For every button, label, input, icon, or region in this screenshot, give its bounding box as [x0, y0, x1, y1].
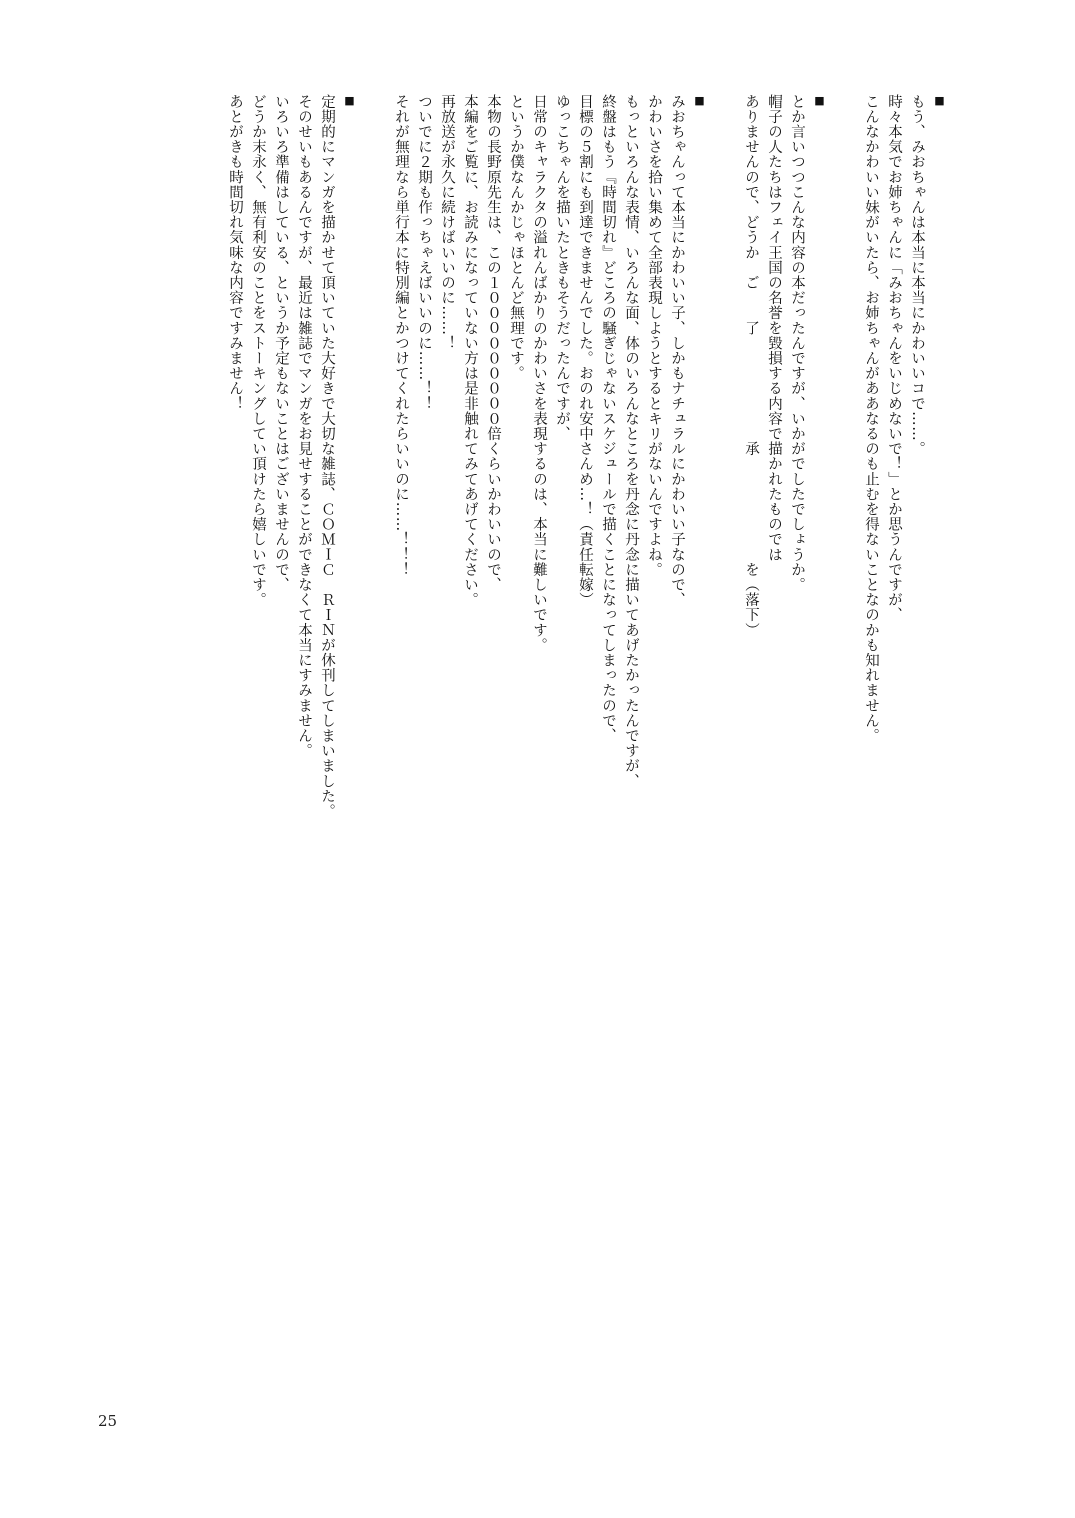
text-line: というか僕なんかじゃほとんど無理です。 — [508, 94, 524, 381]
text-line: ゆっこちゃんを描いたときもそうだったんですが、 — [554, 94, 570, 442]
section-marker: ■ — [933, 94, 946, 108]
text-line: ついでに２期も作っちゃえばいいのに……！！ — [416, 94, 432, 412]
text-line: 本物の長野原先生は、この１０００００００００倍くらいかわいいので、 — [485, 94, 501, 593]
section-marker: ■ — [343, 94, 356, 108]
section-marker: ■ — [693, 94, 706, 108]
text-line: 時々本気でお姉ちゃんに「みおちゃんをいじめないで！」とか思うんですが、 — [886, 94, 902, 623]
afterword-text — [223, 94, 951, 1094]
text-line: みおちゃんって本当にかわいい子、しかもナチュラルにかわいい子なので、 — [669, 94, 685, 608]
text-line: あとがきも時間切れ気味な内容ですみません！ — [227, 94, 243, 412]
text-line: いろいろ準備はしている、というか予定もないことはございませんので、 — [273, 94, 289, 593]
section-2 — [739, 94, 831, 1094]
text-line: 帽子の人たちはフェイ王国の名誉を毀損する内容で描かれたものでは — [766, 94, 782, 563]
text-line: とか言いつつこんな内容の本だったんですが、いかがでしたでしょうか。 — [789, 94, 805, 593]
text-line: 終盤はもう『時間切れ』どころの騒ぎじゃないスケジュールで描くことになってしまったので、 — [600, 94, 616, 744]
text-line: 再放送が永久に続けばいいのに……！ — [439, 94, 455, 351]
section-marker: ■ — [813, 94, 826, 108]
text-line: どうか末永く、無有利安のことをストーキングしてい頂けたら嬉しいです。 — [250, 94, 266, 608]
text-line: もっといろんな表情、いろんな面、体のいろんなところを丹念に丹念に描いてあげたかったんですが、 — [623, 94, 639, 789]
text-line: そのせいもあるんですが、最近は雑誌でマンガをお見せすることができなくて本当にすみません。 — [296, 94, 312, 759]
text-line: 目標の５割にも到達できませんでした。おのれ安中さんめ…！（責任転嫁） — [577, 94, 593, 608]
text-line: ありませんので、どうか ご 了 承 を（落下） — [743, 94, 759, 638]
text-line: かわいさを拾い集めて全部表現しようとするとキリがないんですよね。 — [646, 94, 662, 578]
text-line: 定期的にマンガを描かせて頂いていた大好きで大切な雑誌、ＣＯＭＩＣ ＲＩＮが休刊してしまいました。 — [319, 94, 335, 819]
text-line: こんなかわいい妹がいたら、お姉ちゃんがああなるのも止むを得ないことなのかも知れません。 — [863, 94, 879, 744]
page-number: 25 — [98, 1412, 118, 1430]
text-line: それが無理なら単行本に特別編とかつけてくれたらいいのに……！！！ — [393, 94, 409, 578]
section-1 — [859, 94, 951, 1094]
text-line: 日常のキャラクタの溢れんばかりのかわいさを表現するのは、本当に難しいです。 — [531, 94, 547, 653]
section-4 — [223, 94, 361, 1094]
text-line: もう、みおちゃんは本当に本当にかわいいコで……。 — [909, 94, 925, 457]
text-line: 本編をご覧に、お読みになっていない方は是非触れてみてあげてください。 — [462, 94, 478, 608]
section-3 — [389, 94, 711, 1094]
